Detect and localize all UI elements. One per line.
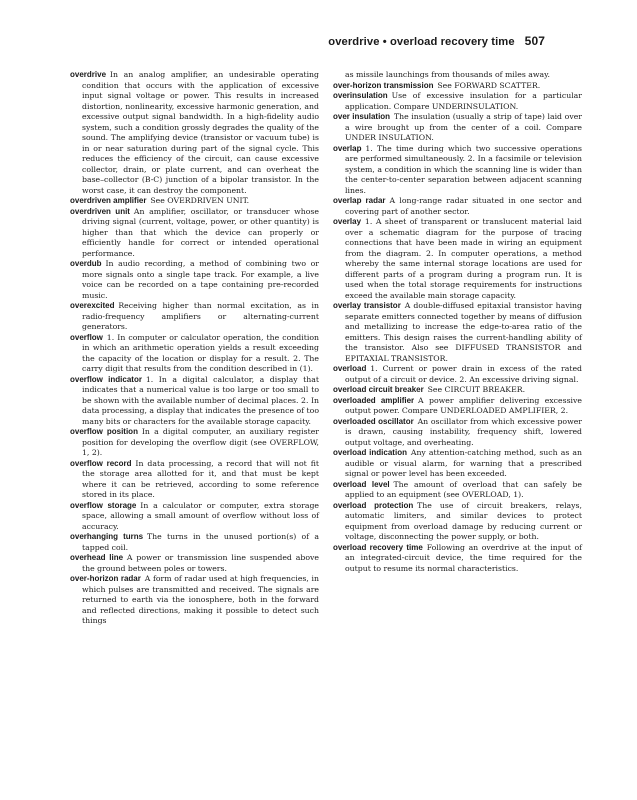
dictionary-entry — [70, 532, 319, 553]
dictionary-entry — [70, 574, 319, 627]
dictionary-entry — [333, 196, 582, 217]
dictionary-entry — [333, 385, 582, 396]
entry-term: overloaded oscillator — [333, 416, 414, 426]
entry-definition: In a digital computer, an auxiliary register position for developing the overflow digit (see OVERFLOW, 1, 2). — [82, 427, 319, 457]
dictionary-entry — [333, 480, 582, 501]
dictionary-entry — [70, 196, 319, 207]
entry-term: overflow storage — [70, 500, 137, 510]
entry-term: over-horizon radar — [70, 574, 141, 583]
entry-term: overflow indicator — [70, 374, 142, 384]
entry-term: overload protection — [333, 500, 414, 510]
entry-definition: The amount of overload that can safely be applied to an equipment (see OVERLOAD, 1). — [345, 479, 582, 499]
entry-definition: 1. In computer or calculator operation, the condition in which an arithmetic operation yields a result exceeding the capacity of the location or display for a result. 2. The carry digit that results from the condition described in (1). — [82, 332, 319, 373]
entry-term: overloaded amplifier — [333, 395, 415, 405]
entry-term: overlay — [333, 217, 362, 226]
dictionary-entry — [333, 501, 582, 543]
entry-term: overload level — [333, 479, 390, 489]
entry-term: overflow record — [70, 458, 132, 468]
dictionary-entry — [333, 91, 582, 112]
entry-term: overinsulation — [333, 91, 388, 100]
dictionary-entry — [333, 448, 582, 480]
entry-term: overdriven unit — [70, 206, 130, 216]
dictionary-entry — [333, 543, 582, 575]
dictionary-entry — [70, 301, 319, 333]
dictionary-entry — [333, 81, 582, 92]
entry-term: overhead line — [70, 553, 124, 562]
dictionary-entry — [70, 553, 319, 574]
dictionary-entry — [333, 417, 582, 449]
entry-term: overload recovery time — [333, 542, 423, 552]
left-column — [70, 70, 319, 627]
entry-definition: An amplifier, oscillator, or transducer whose driving signal (current, voltage, power, or other quantity) is higher than that which the device can properly or efficiently handle for correct or intended operational performance. — [82, 206, 319, 258]
entry-term: overdub — [70, 259, 102, 268]
entry-definition: See OVERDRIVEN UNIT. — [150, 196, 250, 205]
entry-definition: Receiving higher than normal excitation, as in radio-frequency amplifiers or alternating-current generators. — [82, 301, 319, 331]
entry-definition: A power or transmission line suspended above the ground between poles or towers. — [82, 553, 319, 573]
entry-term: overexcited — [70, 301, 115, 310]
page-number: 507 — [524, 34, 545, 48]
entry-term: overdriven amplifier — [70, 196, 147, 205]
running-title: overdrive • overload recovery time — [328, 36, 515, 48]
right-column — [333, 70, 582, 574]
dictionary-entry — [70, 333, 319, 375]
entry-term: over-horizon transmission — [333, 80, 434, 90]
dictionary-entry — [333, 144, 582, 197]
entry-definition: A long-range radar situated in one sector and covering part of another sector. — [345, 196, 582, 216]
entry-term: overlap radar — [333, 196, 386, 205]
entry-definition: The use of circuit breakers, relays, automatic limiters, and similar devices to protect equipment from overload damage by reducing current or voltage, disconnecting the power supply, or both. — [345, 500, 582, 541]
dictionary-entry — [333, 301, 582, 364]
entry-term: overlap — [333, 143, 362, 153]
entry-definition: In an analog amplifier, an undesirable operating condition that occurs with the application of excessive input signal voltage or power. This results in increased distortion, nonlinearity, excessive harmonic generation, and excessive output signal bandwidth. In a high-fidelity audio system, such a condition grossly degrades the quality of the sound. The amplifying device (transistor or vacuum tube) is in or near saturation during part of the signal cycle. This reduces the efficiency of the circuit, can cause excessive collector, drain, or plate current, and can overheat the base–collector (B-C) junction of a bipolar transistor. In the worst case, it can destroy the component. — [82, 70, 319, 195]
entry-definition: Use of excessive insulation for a particular application. Compare UNDERINSULATION. — [345, 91, 582, 111]
dictionary-entry — [333, 217, 582, 301]
dictionary-entry — [70, 70, 319, 196]
entry-term: overdrive — [70, 70, 107, 79]
entry-definition: See CIRCUIT BREAKER. — [427, 385, 526, 394]
dictionary-entry — [70, 459, 319, 501]
entry-definition: Following an overdrive at the input of an integrated-circuit device, the time required for the output to resume its normal characteristics. — [345, 542, 582, 573]
dictionary-entry — [333, 112, 582, 144]
dictionary-entry — [70, 501, 319, 533]
entry-definition: 1. A sheet of transparent or translucent material laid over a schematic diagram for the purpose of tracing connections that have been made in wiring an equipment from the diagram. 2. In computer operations, a method whereby the same internal storage locations are used for different parts of a program during a program run. It is used when the total storage requirements for instructions exceed the available main storage capacity. — [345, 217, 582, 300]
entry-term: overload indication — [333, 448, 407, 457]
dictionary-entry — [70, 259, 319, 301]
entry-definition: 1. Current or power drain in excess of the rated output of a circuit or device. 2. An excessive driving signal. — [345, 364, 582, 384]
entry-term: overload — [333, 364, 367, 373]
entry-definition: In audio recording, a method of combining two or more signals onto a single tape track. For example, a live voice can be recorded on a tape containing pre-recorded music. — [82, 259, 319, 300]
entry-term: overflow — [70, 332, 103, 342]
dictionary-entry — [333, 70, 582, 81]
dictionary-entry — [70, 375, 319, 428]
entry-definition: An oscillator from which excessive power is drawn, causing instability, frequency shift, lowered output voltage, and overheating. — [345, 416, 582, 447]
entry-definition: 1. The time during which two successive operations are performed simultaneously. 2. In a facsimile or television system, a condition in which the scanning line is wider than the center-to-center separation between adjacent scanning lines. — [345, 143, 582, 195]
entry-definition: 1. In a digital calculator, a display that indicates that a numerical value is too large or too small to be shown with the available number of decimal places. 2. In data processing, a display that indicates the presence of too many bits or characters for the available storage capacity. — [82, 374, 319, 426]
dictionary-entry — [333, 364, 582, 385]
page-header — [328, 34, 545, 48]
entry-definition: The insulation (usually a strip of tape) laid over a wire brought up from the center of a coil. Compare UNDER INSULATION. — [345, 112, 582, 142]
entry-definition: as missile launchings from thousands of miles away. — [345, 70, 550, 79]
entry-definition: A double-diffused epitaxial transistor having separate emitters connected together by means of diffusion and metallizing to increase the edge-to-area ratio of the emitters. This design raises the current-handling ability of the transistor. Also see DIFFUSED TRANSISTOR and EPITAXIAL TRANSISTOR. — [345, 301, 583, 363]
entry-definition: Any attention-catching method, such as an audible or visual alarm, for warning that a prescribed signal or power level has been exceeded. — [345, 448, 583, 478]
entry-term: overload circuit breaker — [333, 385, 424, 394]
entry-definition: The turns in the unused portion(s) of a tapped coil. — [82, 532, 319, 552]
entry-definition: In a calculator or computer, extra storage space, allowing a small amount of overflow without loss of accuracy. — [82, 500, 319, 531]
entry-definition: A power amplifier delivering excessive output power. Compare UNDERLOADED AMPLIFIER, 2. — [345, 395, 582, 415]
entry-definition: See FORWARD SCATTER. — [437, 80, 541, 90]
entry-term: overflow position — [70, 427, 138, 436]
entry-term: over insulation — [333, 112, 391, 121]
entry-definition: A form of radar used at high frequencies, in which pulses are transmitted and received. The signals are returned to earth via the ionosphere, both in the forward and reflected directions, making it possible to detect such things — [82, 574, 319, 625]
entry-definition: In data processing, a record that will not fit the storage area allotted for it, and that must be kept where it can be retrieved, according to some reference stored in its place. — [82, 458, 320, 499]
dictionary-entry — [333, 396, 582, 417]
dictionary-entry — [70, 207, 319, 260]
dictionary-entry — [70, 427, 319, 459]
entry-term: overlay transistor — [333, 301, 401, 310]
entry-term: overhanging turns — [70, 532, 144, 541]
